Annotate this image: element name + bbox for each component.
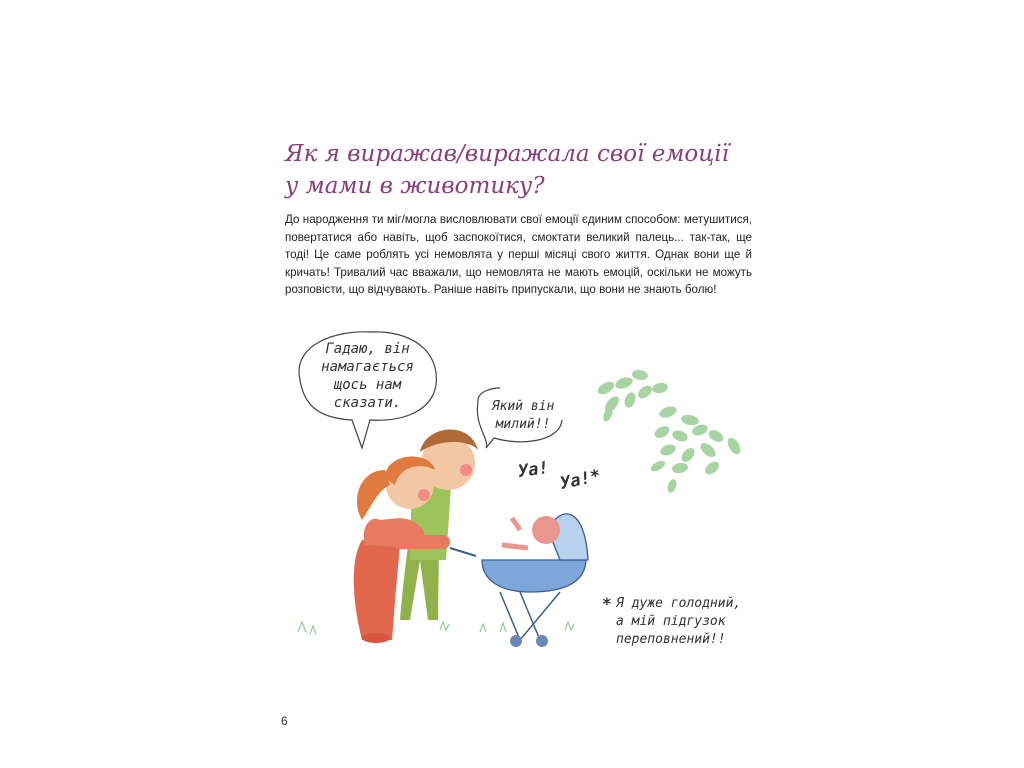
cry-text-1: Уа!	[516, 457, 550, 483]
bubble-text-mother: Гадаю, він намагається щось нам сказати.	[321, 341, 414, 411]
pram	[450, 514, 588, 647]
heading-line-2: у мами в животику?	[285, 173, 545, 199]
page-number: 6	[281, 714, 288, 728]
cry-text-2: Уа!*	[558, 465, 603, 495]
body-paragraph: До народження ти міг/могла висловлювати свої емоції єдиним способом: метушитися, повертатися або навіть, щоб заспокоїтися, смоктати великий палець... так-так, ще тоді! Це саме роблять усі немовлята у перші місяці свого життя. Однак вони ще й кричать! Тривалий час вважали, що немовлята не мають емоцій, оскільки не можуть розповісти, що відчувають. Раніше навіть припускали, що вони не знають болю!	[285, 213, 752, 296]
bubble-text-father: Який він милий!!	[491, 399, 555, 432]
heading-line-1: Як я виражав/виражала свої емоції	[285, 141, 730, 167]
leaves-decoration	[596, 369, 743, 494]
footnote-text: Я дуже голодний, а мій підгузок переповнений!!	[616, 596, 742, 647]
footnote-star: *	[602, 594, 612, 613]
